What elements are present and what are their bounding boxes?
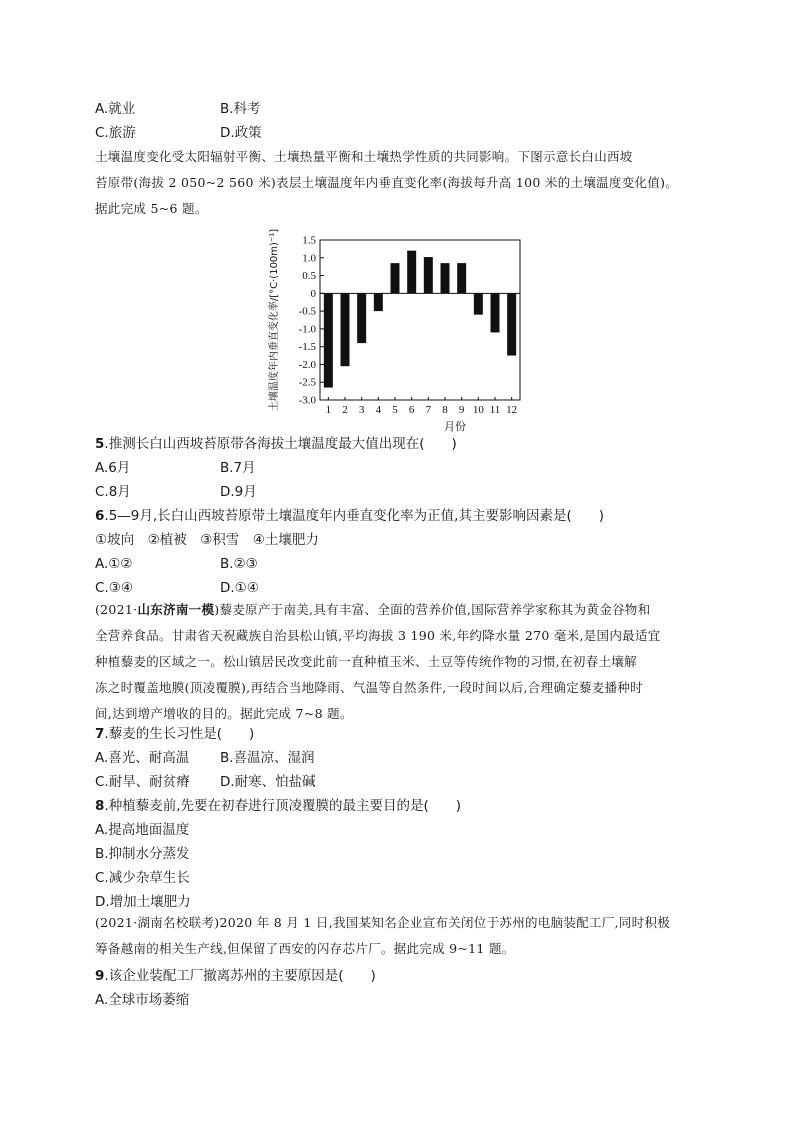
y-tick-label: -3.0	[298, 394, 316, 407]
intro-5-6-line: 据此完成 5~6 题。	[95, 201, 208, 216]
x-tick-label: 2	[342, 404, 348, 416]
q7-option-b: B.喜温凉、湿润	[220, 750, 315, 766]
intro-source: 山东济南一模	[137, 602, 215, 617]
bar-month-8	[441, 263, 450, 293]
q9-option-a: A.全球市场萎缩	[95, 992, 190, 1008]
question-9	[95, 966, 376, 986]
intro-9-11-line: (2021·湖南名校联考)2020 年 8 月 1 日,我国某知名企业宣布关闭位于苏州的电脑装配工厂,同时积极	[95, 915, 671, 930]
q5-option-d: D.9月	[220, 484, 257, 500]
q6-option-d: D.①④	[220, 580, 259, 596]
y-tick-label: -1.5	[298, 341, 316, 354]
intro-5-6-line: 苔原带(海拔 2 050~2 560 米)表层土壤温度年内垂直变化率(海拔每升高 100 米的土壤温度变化值)。	[95, 175, 679, 190]
bar-month-9	[457, 263, 466, 293]
question-8	[95, 796, 461, 816]
question-number: 7	[95, 726, 105, 742]
q7-option-d: D.耐寒、怕盐碱	[220, 774, 316, 790]
intro-7-8-line: 种植藜麦的区域之一。松山镇居民改变此前一直种植玉米、土豆等传统作物的习惯,在初春土壤解	[95, 654, 637, 669]
q5-option-a: A.6月	[95, 460, 131, 476]
x-tick-label: 3	[358, 404, 365, 416]
x-axis-label: 月份	[444, 420, 466, 433]
intro-7-8	[95, 597, 705, 727]
bar-month-1	[324, 293, 333, 387]
q6-option-a: A.①②	[95, 556, 133, 572]
question-number: 9	[95, 968, 105, 984]
y-tick-label: 1.5	[302, 234, 316, 247]
q4-option-b: B.科考	[220, 101, 261, 117]
q5-option-c: C.8月	[95, 484, 131, 500]
q8-option-d: D.增加土壤肥力	[95, 894, 191, 910]
question-7	[95, 724, 254, 744]
intro-9-11	[95, 910, 705, 962]
x-tick-label: 11	[489, 404, 501, 416]
question-number: 5	[95, 436, 105, 452]
x-tick-label: 9	[458, 404, 465, 416]
x-tick-label: 1	[325, 404, 332, 416]
intro-7-8-line	[95, 597, 705, 623]
question-text: .藜麦的生长习性是( )	[104, 726, 255, 742]
x-tick-label: 8	[442, 404, 448, 416]
question-text: .推测长白山西坡苔原带各海拔土壤温度最大值出现在( )	[104, 436, 457, 452]
bar-month-3	[357, 293, 366, 343]
question-6	[95, 506, 604, 526]
bar-month-12	[507, 293, 516, 355]
y-tick-label: 0.5	[302, 270, 316, 283]
q4-option-d: D.政策	[220, 125, 262, 141]
q6-items: ①坡向 ②植被 ③积雪 ④土壤肥力	[95, 532, 319, 548]
question-number: 8	[95, 798, 105, 814]
bar-month-6	[407, 251, 416, 294]
question-text: .5—9月,长白山西坡苔原带土壤温度年内垂直变化率为正值,其主要影响因素是( )	[104, 508, 604, 524]
bar-month-11	[491, 293, 500, 332]
bar-month-5	[391, 263, 400, 293]
q7-option-a: A.喜光、耐高温	[95, 750, 190, 766]
intro-7-8-line: 全营养食品。甘肃省天祝藏族自治县松山镇,平均海拔 3 190 米,年约降水量 270 毫米,是国内最适宜	[95, 628, 661, 643]
intro-7-8-line-text: )藜麦原产于南美,具有丰富、全面的营养价值,国际营养学家称其为黄金谷物和	[214, 602, 651, 617]
q6-option-c: C.③④	[95, 580, 133, 596]
x-tick-label: 12	[506, 404, 518, 416]
bar-month-10	[474, 293, 483, 314]
x-tick-label: 6	[408, 404, 415, 416]
question-5	[95, 434, 457, 454]
y-tick-label: 0	[310, 287, 316, 300]
y-axis-label: 土壤温度年内垂直变化率/[°C·(100m)⁻¹]	[269, 228, 280, 412]
x-tick-label: 10	[472, 404, 484, 416]
q7-option-c: C.耐旱、耐贫瘠	[95, 774, 190, 790]
y-tick-label: -2.0	[298, 358, 316, 371]
q4-option-c: C.旅游	[95, 125, 136, 141]
bar-month-4	[374, 293, 383, 311]
x-tick-label: 7	[425, 404, 432, 416]
q6-option-b: B.②③	[220, 556, 258, 572]
q5-option-b: B.7月	[220, 460, 256, 476]
question-text: .该企业装配工厂撤离苏州的主要原因是( )	[104, 968, 376, 984]
intro-5-6-line: 土壤温度变化受太阳辐射平衡、土壤热量平衡和土壤热学性质的共同影响。下图示意长白山西坡	[95, 149, 633, 164]
q8-option-b: B.抑制水分蒸发	[95, 846, 190, 862]
x-tick-label: 4	[375, 404, 382, 416]
y-tick-label: -1.0	[298, 323, 316, 336]
intro-9-11-line: 筹备越南的相关生产线,但保留了西安的闪存芯片厂。据此完成 9~11 题。	[95, 941, 515, 956]
question-number: 6	[95, 508, 105, 524]
q8-option-c: C.减少杂草生长	[95, 870, 190, 886]
intro-prefix: (2021·	[95, 602, 138, 617]
intro-7-8-line: 冻之时覆盖地膜(顶凌覆膜),再结合当地降雨、气温等自然条件,一段时间以后,合理确定藜麦播种时	[95, 680, 643, 695]
q4-option-a: A.就业	[95, 101, 136, 117]
plot-frame	[320, 240, 520, 400]
y-tick-label: -2.5	[298, 376, 316, 389]
q8-option-a: A.提高地面温度	[95, 822, 190, 838]
soil-temperature-bar-chart	[255, 210, 535, 435]
y-tick-label: 1.0	[302, 252, 316, 265]
x-tick-label: 5	[392, 404, 398, 416]
intro-7-8-line: 间,达到增产增收的目的。据此完成 7~8 题。	[95, 706, 353, 721]
y-tick-label: -0.5	[298, 305, 316, 318]
bar-month-2	[341, 293, 350, 366]
question-text: .种植藜麦前,先要在初春进行顶凌覆膜的最主要目的是( )	[104, 798, 462, 814]
bar-month-7	[424, 257, 433, 293]
